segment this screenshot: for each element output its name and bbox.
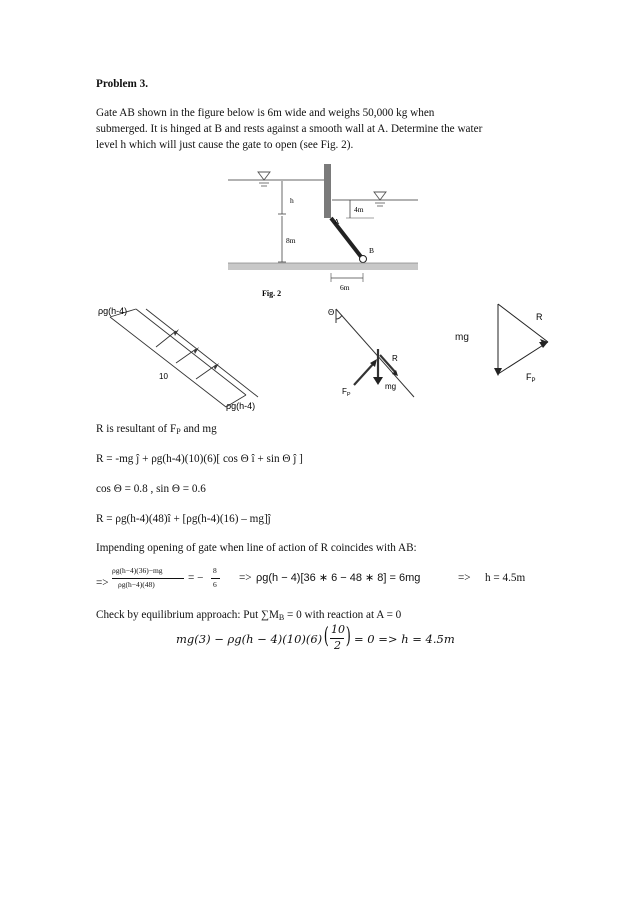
ground (228, 263, 418, 270)
frac1-denominator: ρg(h−4)(48) (118, 580, 155, 589)
label-b: B (369, 246, 375, 255)
paren-open: ( (323, 624, 329, 649)
final-left: mg(3) − ρg(h − 4)(10)(6) (176, 632, 323, 646)
pressure-diagram (96, 297, 266, 417)
ratio-equation (96, 564, 546, 598)
fbd-mg-label: mg (385, 382, 397, 391)
frac1-bar (112, 578, 184, 579)
final-frac-numerator: 10 (331, 623, 345, 636)
problem-statement-line-1: Gate AB shown in the figure below is 6m wide and weighs 50,000 kg when (96, 107, 435, 119)
figure-caption: Fig. 2 (262, 289, 282, 298)
solution-line-1: R is resultant of $F_P$ and mg (96, 423, 217, 436)
gate-length-label: 10 (159, 372, 168, 381)
fbd-r-label: R (392, 354, 398, 363)
eq-arrow-1: => (96, 577, 109, 589)
label-8m: 8m (286, 236, 296, 245)
pressure-top-label: ρg(h-4) (98, 306, 128, 316)
fbd-f-label: $F_P$ (342, 387, 351, 398)
problem-statement-line-3: level h which will just cause the gate to open (see Fig. 2). (96, 139, 354, 151)
problem-statement-line-2: submerged. It is hinged at B and rests against a smooth wall at A. Determine the water (96, 123, 483, 135)
mg-arrowhead-icon (373, 377, 383, 385)
eq-mid: = − (188, 572, 204, 584)
frac2-denominator: 6 (213, 580, 217, 589)
eq-arrow-2: => (239, 572, 252, 584)
eq-expression: ρg(h − 4)[36 ∗ 6 − 48 ∗ 8] = 6mg (256, 572, 421, 584)
label-h: h (290, 196, 294, 205)
eq-result: h = 4.5m (485, 572, 526, 584)
triangle-r-label: R (536, 312, 543, 322)
eq-arrow-3: => (458, 572, 471, 584)
label-6m: 6m (340, 283, 350, 292)
triangle-f-label: $F_P$ (526, 372, 536, 384)
free-body-diagram (318, 303, 418, 401)
paren-close: ) (345, 624, 351, 649)
frac2-numerator: 8 (213, 566, 217, 575)
solution-line-3: cos Θ = 0.8 , sin Θ = 0.6 (96, 483, 206, 495)
frac1-numerator: ρg(h−4)(36)−mg (112, 566, 163, 575)
label-4m: 4m (354, 205, 364, 214)
triangle-mg-label: mg (455, 332, 469, 343)
final-right: = 0 => h = 4.5m (354, 632, 455, 646)
frac2-bar (211, 578, 220, 579)
problem-title: Problem 3. (96, 78, 148, 90)
gate-figure (228, 160, 418, 302)
right-surface-symbol-icon (374, 192, 386, 200)
left-surface-symbol-icon (258, 172, 270, 180)
wall (324, 164, 331, 218)
solution-line-4: R = ρg(h-4)(48)î + [ρg(h-4)(16) – mg]ĵ (96, 513, 271, 525)
solution-line-2: R = -mg ĵ + ρg(h-4)(10)(6)[ cos Θ î + sin Θ ĵ ] (96, 453, 303, 465)
final-equation (176, 622, 496, 656)
check-line: Check by equilibrium approach: Put $\sum M_B = 0$ with reaction at A = 0 (96, 609, 402, 622)
label-a: A (334, 217, 340, 226)
solution-line-5: Impending opening of gate when line of action of R coincides with AB: (96, 542, 417, 554)
final-frac-denominator: 2 (334, 639, 341, 652)
force-triangle (488, 298, 558, 392)
hinge-b (360, 256, 367, 263)
pressure-bottom-label: ρg(h-4) (226, 401, 256, 411)
theta-label: Θ (328, 308, 335, 317)
